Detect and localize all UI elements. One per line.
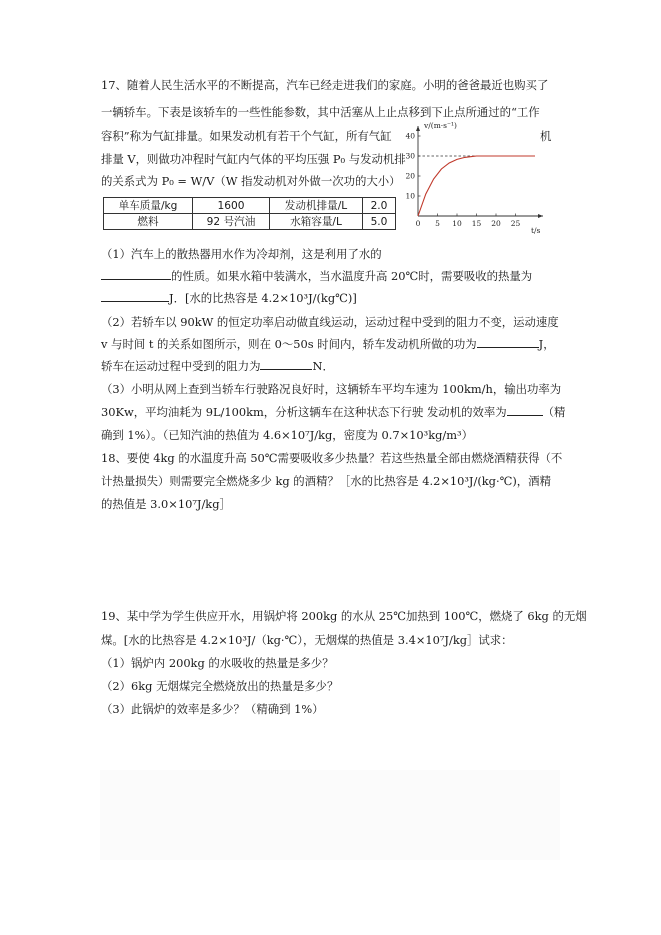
q18-line-1: 18、要使 4kg 的水温度升高 50℃需要吸收多少热量？若这些热量全部由燃烧酒精获得（不 <box>101 451 563 465</box>
q17-sub2-text-3: 轿车在运动过程中受到的阻力为 <box>101 359 261 373</box>
chart-x-tick-label: 25 <box>510 219 521 228</box>
q17-sub1-text-2: J．[水的比热容是 4.2×10³J/(kg℃)] <box>169 291 357 305</box>
table-row <box>104 214 396 230</box>
q17-sub1-line-2 <box>101 268 532 284</box>
q17-line-1: 17、随着人民生活水平的不断提高，汽车已经走进我们的家庭。小明的爸爸最近也购买了 <box>101 78 549 92</box>
q17-sub2-line-3 <box>101 358 334 374</box>
chart-velocity-curve <box>418 156 535 216</box>
q17-sub3-text: 30Kw，平均油耗为 9L/100km，分析这辆车在这种状态下行驶 发动机的效率为 <box>101 405 507 419</box>
answer-blank[interactable] <box>477 336 539 348</box>
chart-x-tick-label: 10 <box>452 219 462 228</box>
table-cell: 2.0 <box>363 198 396 214</box>
q17-line-5: 的关系式为 P₀ = W/V（W 指发动机对外做一次功的大小） <box>101 174 401 188</box>
chart-x-tick-label: 15 <box>471 219 482 228</box>
q17-sub2-text-2: J， <box>538 337 555 351</box>
q17-line-3: 容积”称为气缸排量。如果发动机有若干个气缸，所有气缸 <box>101 129 392 143</box>
q17-sub1-text: 的性质。如果水箱中装满水，当水温度升高 20℃时，需要吸收的热量为 <box>171 269 533 283</box>
table-cell: 水箱容量/L <box>270 214 363 230</box>
chart-y-axis-label: v/(m·s⁻¹) <box>424 121 457 130</box>
table-cell: 单车质量/kg <box>104 198 193 214</box>
q17-sub2-text: v 与时间 t 的关系如图所示，则在 0～50s 时间内，轿车发动机所做的功为 <box>101 337 477 351</box>
answer-blank[interactable] <box>101 290 169 302</box>
q17-line-2: 一辆轿车。下表是该轿车的一些性能参数，其中活塞从上止点移到下止点所通过的“工作 <box>101 105 540 119</box>
q17-sub3-line-3: 确到 1%）。（已知汽油的热值为 4.6×10⁷J/kg，密度为 0.7×10³kg/m³） <box>101 428 474 442</box>
table-cell: 燃料 <box>104 214 193 230</box>
chart-y-tick-label: 20 <box>405 171 415 181</box>
chart-y-tick-label: 30 <box>405 151 415 161</box>
q17-sub3-line-1: （3）小明从网上查到当轿车行驶路况良好时，这辆轿车平均车速为 100km/h，输出功率为 <box>101 382 562 396</box>
q17-sub2-text-4: N． <box>312 359 334 373</box>
table-row <box>104 198 396 214</box>
answer-blank[interactable] <box>260 358 312 370</box>
chart-x-tick-label: 20 <box>491 219 501 228</box>
table-cell: 1600 <box>193 198 270 214</box>
velocity-time-chart <box>398 117 548 242</box>
q19-sub-2: （2）6kg 无烟煤完全燃烧放出的热量是多少？ <box>101 679 339 693</box>
chart-x-arrow <box>538 214 543 218</box>
q17-line-3-tail: 机 <box>540 129 552 143</box>
table-cell: 5.0 <box>363 214 396 230</box>
table-cell: 92 号汽油 <box>193 214 270 230</box>
q19-line-1: 19、某中学为学生供应开水，用锅炉将 200kg 的水从 25℃加热到 100℃，燃烧了 6kg 的无烟 <box>101 609 587 623</box>
q17-sub2-line-2 <box>101 336 555 352</box>
q19-sub-3: （3）此锅炉的效率是多少？（精确到 1%） <box>101 702 324 716</box>
q19-sub-1: （1）锅炉内 200kg 的水吸收的热量是多少？ <box>101 656 334 670</box>
chart-y-arrow <box>416 126 420 131</box>
answer-area <box>100 770 560 860</box>
q17-sub1-line-1: （1）汽车上的散热器用水作为冷却剂，这是利用了水的 <box>101 247 382 261</box>
q17-sub3-text-2: （精 <box>542 405 566 419</box>
chart-x-tick-label: 0 <box>415 219 421 228</box>
q18-line-2: 计热量损失）则需要完全燃烧多少 kg 的酒精？［水的比热容是 4.2×10³J/(kg·℃)，酒精 <box>101 474 551 488</box>
q18-line-3: 的热值是 3.0×10⁷J/kg］ <box>101 497 231 511</box>
q17-sub2-line-1: （2）若轿车以 90kW 的恒定功率启动做直线运动，运动过程中受到的阻力不变，运动速度 <box>101 315 559 329</box>
answer-blank[interactable] <box>101 268 171 280</box>
q19-line-2: 煤。[水的比热容是 4.2×10³J/（kg·℃），无烟煤的热值是 3.4×10⁷J/kg］试求： <box>101 633 513 647</box>
spec-table <box>103 197 396 230</box>
q17-sub1-line-3 <box>101 290 357 306</box>
q17-line-4: 排量 V，则做功冲程时气缸内气体的平均压强 P₀ 与发动机排 <box>101 152 406 166</box>
chart-x-axis-label: t/s <box>531 226 541 235</box>
chart-y-tick-label: 10 <box>405 191 415 201</box>
table-cell: 发动机排量/L <box>270 198 363 214</box>
q17-sub3-line-2 <box>101 404 565 420</box>
chart-x-tick-label: 5 <box>435 219 440 228</box>
answer-blank[interactable] <box>507 404 543 416</box>
chart-y-tick-label: 40 <box>405 131 415 141</box>
